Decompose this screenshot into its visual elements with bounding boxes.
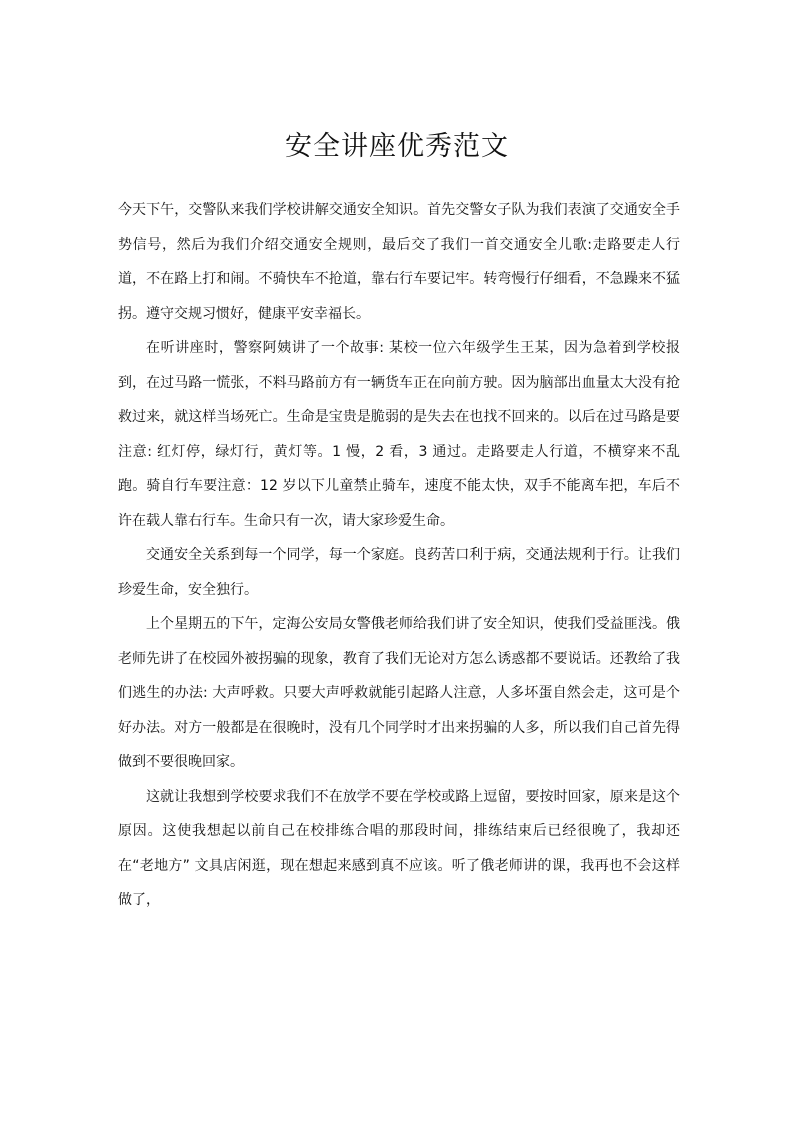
paragraph-traffic-lecture: 今天下午，交警队来我们学校讲解交通安全知识。首先交警女子队为我们表演了交通安全手势信号，然后为我们介绍交通安全规则，最后交了我们一首交通安全儿歌:走路要走人行道，不在路上打和闹。不骑快车不抢道，靠右行车要记牢。转弯慢行仔细看，不急躁来不猛拐。遵守交规习惯好，健康平安幸福长。 [118, 202, 680, 322]
paragraph-reflection: 这就让我想到学校要求我们不在放学不要在学校或路上逗留，要按时回家，原来是这个原因。这使我想起以前自己在校排练合唱的那段时间，排练结束后已经很晚了，我却还在“老地方” 文具店闲逛，现在想起来感到真不应该。听了俄老师讲的课，我再也不会这样做了， [118, 788, 680, 908]
document-body [118, 193, 680, 918]
paragraph-family-safety: 交通安全关系到每一个同学，每一个家庭。良药苦口利于病，交通法规利于行。让我们珍爱生命，安全独行。 [118, 547, 680, 598]
document-title: 安全讲座优秀范文 [285, 131, 509, 162]
paragraph-police-teacher: 上个星期五的下午，定海公安局女警俄老师给我们讲了安全知识，使我们受益匪浅。俄老师先讲了在校园外被拐骗的现象，教育了我们无论对方怎么诱惑都不要说话。还教给了我们逃生的办法: 大声呼救。只要大声呼救就能引起路人注意，人多坏蛋自然会走，这可是个好办法。对方一般都是在很晚时，没有几个同学时才出来拐骗的人多，所以我们自己首先得做到不要很晚回家。 [118, 616, 680, 770]
paragraph-story: 在听讲座时，警察阿姨讲了一个故事: 某校一位六年级学生王某，因为急着到学校报到，在过马路一慌张，不料马路前方有一辆货车正在向前方驶。因为脑部出血量太大没有抢救过来，就这样当场死亡。生命是宝贵是脆弱的是失去在也找不回来的。以后在过马路是要注意: 红灯停，绿灯行，黄灯等。1 慢，2 看，3 通过。走路要走人行道，不横穿来不乱跑。骑自行车要注意：12 岁以下儿童禁止骑车，速度不能太快，双手不能离车把，车后不许在载人靠右行车。生命只有一次，请大家珍爱生命。 [118, 340, 680, 529]
